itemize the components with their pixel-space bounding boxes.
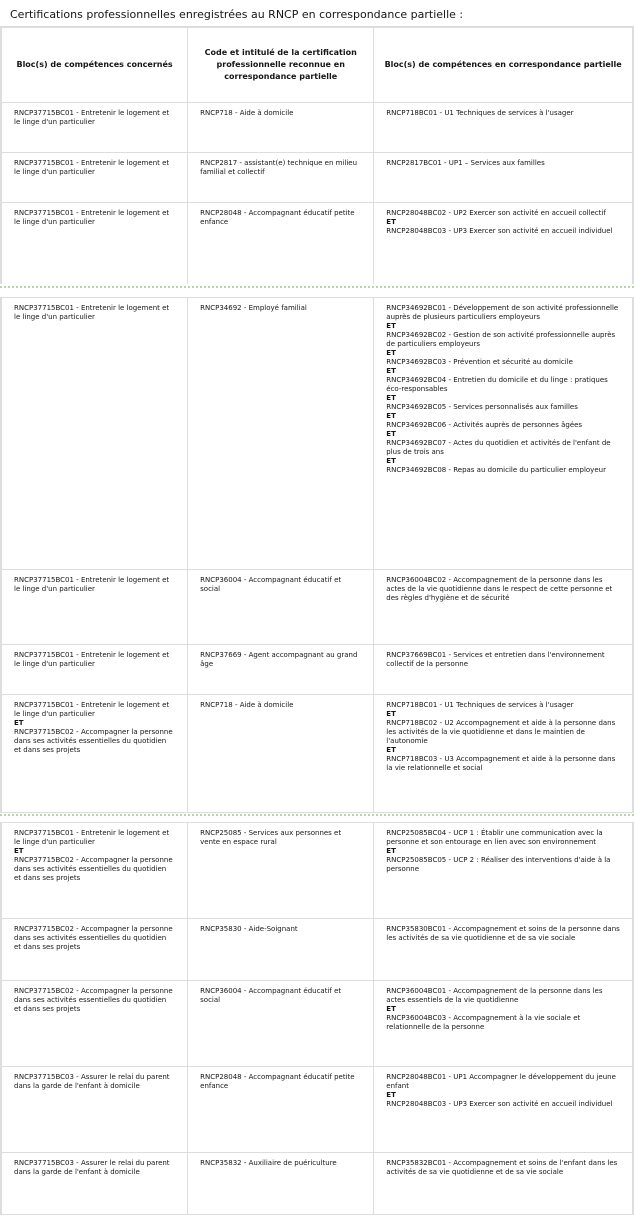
- block-label: UP2 Exercer son activité en accueil collectif: [453, 209, 606, 217]
- cell-content: [188, 1067, 373, 1095]
- certification-cell: [188, 570, 374, 645]
- block-entry: RNCP37669 - Agent accompagnant au grand âge: [200, 651, 358, 668]
- block-entry: RNCP2817 - assistant(e) technique en milieu familial et collectif: [200, 159, 358, 176]
- competence-block-cell: [2, 695, 188, 813]
- block-entry: RNCP35832 - Auxiliaire de puériculture: [200, 1159, 337, 1167]
- block-code: RNCP37715BC03: [14, 1073, 74, 1081]
- matching-block-cell: [374, 981, 633, 1067]
- competence-block-cell: [2, 1153, 188, 1215]
- block-entry: RNCP36004BC03 - Accompagnement à la vie sociale et relationnelle de la personne: [386, 1014, 581, 1031]
- cell-content: [374, 919, 632, 947]
- et-connector: ET: [386, 710, 396, 718]
- block-code: RNCP36004BC01: [386, 987, 447, 995]
- table-row: [2, 203, 633, 285]
- block-entry: RNCP37715BC01 - Entretenir le logement et le linge d'un particulier: [14, 109, 170, 126]
- block-code: RNCP35832: [200, 1159, 242, 1167]
- block-entry: RNCP36004BC02 - Accompagnement de la personne dans les actes de la vie quotidienne dans le respect de cette personne et des règles d'hygiène et de sécurité: [386, 576, 613, 602]
- table-row: [2, 981, 633, 1067]
- matching-block-cell: [374, 298, 633, 570]
- block-entry: RNCP25085BC05 - UCP 2 : Réaliser des interventions d'aide à la personne: [386, 856, 611, 873]
- block-entry: RNCP28048BC03 - UP3 Exercer son activité en accueil individuel: [386, 227, 613, 235]
- competence-block-cell: [2, 919, 188, 981]
- block-entry: RNCP34692BC07 - Actes du quotidien et activités de l'enfant de plus de trois ans: [386, 439, 611, 456]
- cell-content: [374, 570, 632, 607]
- block-label: U3 Accompagnement et aide à la personne dans la vie relationnelle et social: [386, 755, 616, 772]
- block-label: Accompagner la personne dans ses activités essentielles du quotidien et dans ses projets: [14, 987, 173, 1013]
- block-entry: RNCP35832BC01 - Accompagnement et soins de l'enfant dans les activités de sa vie quotidienne et de sa vie sociale: [386, 1159, 618, 1176]
- block-label: Entretenir le logement et le linge d'un particulier: [14, 576, 170, 593]
- block-entry: RNCP28048BC01 - UP1 Accompagner le développement du jeune enfant: [386, 1073, 616, 1090]
- cell-content: [2, 570, 187, 598]
- block-label: Aide à domicile: [239, 701, 294, 709]
- block-code: RNCP28048: [200, 209, 242, 217]
- block-label: UP1 – Services aux familles: [448, 159, 545, 167]
- block-code: RNCP37715BC02: [14, 987, 74, 995]
- block-label: UP3 Exercer son activité en accueil individuel: [453, 227, 613, 235]
- block-entry: RNCP35830 - Aide-Soignant: [200, 925, 298, 933]
- block-label: Entretenir le logement et le linge d'un particulier: [14, 651, 170, 668]
- cell-content: [374, 203, 632, 240]
- cell-content: [188, 645, 373, 673]
- block-code: RNCP37715BC02: [14, 728, 74, 736]
- block-code: RNCP718: [200, 701, 233, 709]
- competence-block-cell: [2, 645, 188, 695]
- block-entry: RNCP34692 - Employé familial: [200, 304, 307, 312]
- table-row: [2, 1067, 633, 1153]
- block-entry: RNCP718BC01 - U1 Techniques de services à l'usager: [386, 701, 574, 709]
- block-code: RNCP37715BC01: [14, 109, 74, 117]
- block-label: UP3 Exercer son activité en accueil individuel: [453, 1100, 613, 1108]
- block-entry: RNCP25085BC04 - UCP 1 : Établir une communication avec la personne et son entourage en lien avec son environnement: [386, 829, 603, 846]
- cell-content: [374, 103, 632, 122]
- block-entry: RNCP25085 - Services aux personnes et vente en espace rural: [200, 829, 342, 846]
- competence-block-cell: [2, 1067, 188, 1153]
- matching-block-cell: [374, 1067, 633, 1153]
- block-code: RNCP718BC01: [386, 109, 438, 117]
- block-code: RNCP28048BC03: [386, 1100, 447, 1108]
- table-panel-2: [0, 297, 634, 813]
- block-code: RNCP2817BC01: [386, 159, 442, 167]
- block-code: RNCP37715BC01: [14, 701, 74, 709]
- certification-cell: [188, 919, 374, 981]
- cell-content: [374, 153, 632, 172]
- cell-content: [188, 1153, 373, 1172]
- block-entry: RNCP718 - Aide à domicile: [200, 701, 294, 709]
- cell-content: [188, 203, 373, 231]
- block-entry: RNCP718BC01 - U1 Techniques de services à l'usager: [386, 109, 574, 117]
- certification-cell: [188, 695, 374, 813]
- competence-block-cell: [2, 298, 188, 570]
- cell-content: [188, 981, 373, 1009]
- certification-cell: [188, 153, 374, 203]
- block-code: RNCP34692BC06: [386, 421, 447, 429]
- block-code: RNCP34692BC07: [386, 439, 447, 447]
- block-code: RNCP35832BC01: [386, 1159, 447, 1167]
- block-label: UP1 Accompagner le développement du jeune enfant: [386, 1073, 616, 1090]
- block-entry: RNCP37715BC01 - Entretenir le logement et le linge d'un particulier: [14, 651, 170, 668]
- et-connector: ET: [386, 322, 396, 330]
- block-label: Accompagnant éducatif petite enfance: [200, 1073, 355, 1090]
- table-panel-3: [0, 822, 634, 1215]
- block-entry: RNCP34692BC03 - Prévention et sécurité au domicile: [386, 358, 573, 366]
- cell-content: [2, 103, 187, 131]
- block-entry: RNCP718 - Aide à domicile: [200, 109, 294, 117]
- table-row: [2, 919, 633, 981]
- block-code: RNCP34692: [200, 304, 242, 312]
- cell-content: [2, 1067, 187, 1095]
- et-connector: ET: [386, 218, 396, 226]
- cell-content: [2, 645, 187, 673]
- block-label: Actes du quotidien et activités de l'enfant de plus de trois ans: [386, 439, 611, 456]
- column-header-label: Code et intitulé de la certification professionnelle reconnue en correspondance partielle: [204, 48, 357, 81]
- block-label: Services personnalisés aux familles: [453, 403, 578, 411]
- block-entry: RNCP36004 - Accompagnant éducatif et social: [200, 576, 342, 593]
- block-code: RNCP718BC01: [386, 701, 438, 709]
- certification-table: [1, 27, 633, 284]
- column-header: [2, 28, 188, 103]
- et-connector: ET: [386, 349, 396, 357]
- table-row: [2, 823, 633, 919]
- block-code: RNCP37669: [200, 651, 242, 659]
- block-code: RNCP36004: [200, 987, 242, 995]
- block-label: Accompagner la personne dans ses activités essentielles du quotidien et dans ses projets: [14, 925, 173, 951]
- block-label: Accompagnement et soins de la personne dans les activités de sa vie quotidienne et de sa vie sociale: [386, 925, 620, 942]
- block-label: Employé familial: [248, 304, 307, 312]
- cell-content: [2, 153, 187, 181]
- block-entry: RNCP34692BC06 - Activités auprès de personnes âgées: [386, 421, 583, 429]
- block-label: Assurer le relai du parent dans la garde de l'enfant à domicile: [14, 1159, 170, 1176]
- block-code: RNCP718: [200, 109, 233, 117]
- block-code: RNCP37715BC01: [14, 829, 74, 837]
- et-connector: ET: [386, 1091, 396, 1099]
- et-connector: ET: [386, 457, 396, 465]
- page-break-divider: [0, 814, 634, 816]
- block-code: RNCP35830: [200, 925, 242, 933]
- competence-block-cell: [2, 823, 188, 919]
- block-entry: RNCP34692BC05 - Services personnalisés aux familles: [386, 403, 578, 411]
- block-code: RNCP37715BC01: [14, 209, 74, 217]
- block-code: RNCP37715BC01: [14, 159, 74, 167]
- block-label: Entretenir le logement et le linge d'un particulier: [14, 109, 170, 126]
- block-entry: RNCP36004BC01 - Accompagnement de la personne dans les actes essentiels de la vie quotidienne: [386, 987, 603, 1004]
- et-connector: ET: [386, 394, 396, 402]
- block-label: Assurer le relai du parent dans la garde de l'enfant à domicile: [14, 1073, 170, 1090]
- cell-content: [188, 103, 373, 122]
- block-label: Aide à domicile: [239, 109, 294, 117]
- et-connector: ET: [386, 847, 396, 855]
- block-code: RNCP35830BC01: [386, 925, 447, 933]
- cell-content: [2, 919, 187, 956]
- page-break-divider: [0, 286, 634, 288]
- block-label: Accompagner la personne dans ses activités essentielles du quotidien et dans ses projets: [14, 856, 173, 882]
- matching-block-cell: [374, 570, 633, 645]
- block-code: RNCP36004: [200, 576, 242, 584]
- column-header-label: Bloc(s) de compétences concernés: [16, 60, 173, 69]
- block-entry: RNCP34692BC02 - Gestion de son activité professionnelle auprès de particuliers employeurs: [386, 331, 616, 348]
- table-row: [2, 1153, 633, 1215]
- competence-block-cell: [2, 103, 188, 153]
- block-label: Entretenir le logement et le linge d'un particulier: [14, 304, 170, 321]
- table-row: [2, 570, 633, 645]
- block-entry: RNCP37715BC02 - Accompagner la personne dans ses activités essentielles du quotidien et dans ses projets: [14, 856, 173, 882]
- block-entry: RNCP37715BC01 - Entretenir le logement et le linge d'un particulier: [14, 159, 170, 176]
- block-entry: RNCP37715BC02 - Accompagner la personne dans ses activités essentielles du quotidien et dans ses projets: [14, 728, 173, 754]
- block-label: Accompagnement à la vie sociale et relationnelle de la personne: [386, 1014, 581, 1031]
- block-entry: RNCP28048BC03 - UP3 Exercer son activité en accueil individuel: [386, 1100, 613, 1108]
- block-code: RNCP37669BC01: [386, 651, 447, 659]
- matching-block-cell: [374, 203, 633, 285]
- block-code: RNCP2817: [200, 159, 238, 167]
- block-label: Services et entretien dans l'environnement collectif de la personne: [386, 651, 605, 668]
- block-code: RNCP34692BC01: [386, 304, 447, 312]
- block-label: UCP 1 : Établir une communication avec la personne et son entourage en lien avec son environnement: [386, 829, 603, 846]
- block-label: Aide-Soignant: [248, 925, 298, 933]
- table-row: [2, 103, 633, 153]
- block-entry: RNCP37715BC03 - Assurer le relai du parent dans la garde de l'enfant à domicile: [14, 1159, 170, 1176]
- block-entry: RNCP37715BC01 - Entretenir le logement et le linge d'un particulier: [14, 829, 170, 846]
- block-code: RNCP37715BC03: [14, 1159, 74, 1167]
- block-label: Accompagnement et soins de l'enfant dans les activités de sa vie quotidienne et de sa vie sociale: [386, 1159, 618, 1176]
- block-code: RNCP718BC02: [386, 719, 438, 727]
- block-label: U1 Techniques de services à l'usager: [444, 701, 574, 709]
- table-row: [2, 298, 633, 570]
- matching-block-cell: [374, 695, 633, 813]
- matching-block-cell: [374, 153, 633, 203]
- block-label: Entretenir le logement et le linge d'un particulier: [14, 209, 170, 226]
- block-entry: RNCP37715BC02 - Accompagner la personne dans ses activités essentielles du quotidien et dans ses projets: [14, 987, 173, 1013]
- matching-block-cell: [374, 645, 633, 695]
- block-code: RNCP36004BC03: [386, 1014, 447, 1022]
- block-code: RNCP37715BC01: [14, 651, 74, 659]
- block-label: Services aux personnes et vente en espace rural: [200, 829, 342, 846]
- block-code: RNCP25085: [200, 829, 242, 837]
- block-label: assistant(e) technique en milieu familial et collectif: [200, 159, 358, 176]
- et-connector: ET: [386, 367, 396, 375]
- block-label: Accompagnement de la personne dans les actes essentiels de la vie quotidienne: [386, 987, 603, 1004]
- block-code: RNCP36004BC02: [386, 576, 447, 584]
- table-header-row: [2, 28, 633, 103]
- cell-content: [188, 153, 373, 181]
- certification-cell: [188, 1153, 374, 1215]
- cell-content: [2, 823, 187, 887]
- cell-content: [374, 823, 632, 878]
- block-entry: RNCP37715BC01 - Entretenir le logement et le linge d'un particulier: [14, 576, 170, 593]
- block-entry: RNCP37715BC01 - Entretenir le logement et le linge d'un particulier: [14, 304, 170, 321]
- block-code: RNCP34692BC04: [386, 376, 447, 384]
- block-label: Entretenir le logement et le linge d'un particulier: [14, 701, 170, 718]
- cell-content: [2, 1153, 187, 1181]
- matching-block-cell: [374, 919, 633, 981]
- block-entry: RNCP37669BC01 - Services et entretien dans l'environnement collectif de la personne: [386, 651, 605, 668]
- page-title: Certifications professionnelles enregistrées au RNCP en correspondance partielle :: [10, 8, 464, 21]
- block-code: RNCP718BC03: [386, 755, 438, 763]
- column-header-label: Bloc(s) de compétences en correspondance partielle: [384, 60, 622, 69]
- competence-block-cell: [2, 153, 188, 203]
- block-label: Entretenir le logement et le linge d'un particulier: [14, 159, 170, 176]
- block-code: RNCP34692BC03: [386, 358, 447, 366]
- block-entry: RNCP35830BC01 - Accompagnement et soins de la personne dans les activités de sa vie quotidienne et de sa vie sociale: [386, 925, 620, 942]
- certification-cell: [188, 1067, 374, 1153]
- block-entry: RNCP28048 - Accompagnant éducatif petite enfance: [200, 1073, 355, 1090]
- cell-content: [374, 1067, 632, 1113]
- block-entry: RNCP34692BC04 - Entretien du domicile et du linge : pratiques éco-responsables: [386, 376, 608, 393]
- block-code: RNCP28048: [200, 1073, 242, 1081]
- matching-block-cell: [374, 103, 633, 153]
- block-entry: RNCP37715BC03 - Assurer le relai du parent dans la garde de l'enfant à domicile: [14, 1073, 170, 1090]
- cell-content: [374, 298, 632, 479]
- competence-block-cell: [2, 570, 188, 645]
- block-code: RNCP25085BC04: [386, 829, 447, 837]
- cell-content: [374, 695, 632, 777]
- matching-block-cell: [374, 823, 633, 919]
- block-entry: RNCP718BC02 - U2 Accompagnement et aide à la personne dans les activités de la vie quotidienne et dans le maintien de l'autonomie: [386, 719, 616, 745]
- block-code: RNCP34692BC02: [386, 331, 447, 339]
- block-code: RNCP37715BC02: [14, 856, 74, 864]
- matching-block-cell: [374, 1153, 633, 1215]
- block-code: RNCP25085BC05: [386, 856, 447, 864]
- block-entry: RNCP34692BC08 - Repas au domicile du particulier employeur: [386, 466, 606, 474]
- block-label: Accompagner la personne dans ses activités essentielles du quotidien et dans ses projets: [14, 728, 173, 754]
- et-connector: ET: [386, 746, 396, 754]
- block-entry: RNCP36004 - Accompagnant éducatif et social: [200, 987, 342, 1004]
- block-entry: RNCP718BC03 - U3 Accompagnement et aide à la personne dans la vie relationnelle et social: [386, 755, 616, 772]
- block-label: Entretien du domicile et du linge : pratiques éco-responsables: [386, 376, 608, 393]
- block-label: UCP 2 : Réaliser des interventions d'aide à la personne: [386, 856, 611, 873]
- block-label: Développement de son activité professionnelle auprès de plusieurs particuliers employeurs: [386, 304, 619, 321]
- block-label: U2 Accompagnement et aide à la personne dans les activités de la vie quotidienne et dans le maintien de l'autonomie: [386, 719, 616, 745]
- block-entry: RNCP34692BC01 - Développement de son activité professionnelle auprès de plusieurs particuliers employeurs: [386, 304, 619, 321]
- block-label: Activités auprès de personnes âgées: [453, 421, 583, 429]
- cell-content: [374, 645, 632, 673]
- block-entry: RNCP37715BC01 - Entretenir le logement et le linge d'un particulier: [14, 701, 170, 718]
- table-row: [2, 695, 633, 813]
- block-entry: RNCP37715BC01 - Entretenir le logement et le linge d'un particulier: [14, 209, 170, 226]
- et-connector: ET: [14, 847, 24, 855]
- et-connector: ET: [386, 1005, 396, 1013]
- column-header: [188, 28, 374, 103]
- block-code: RNCP34692BC05: [386, 403, 447, 411]
- certification-cell: [188, 203, 374, 285]
- et-connector: ET: [14, 719, 24, 727]
- cell-content: [2, 981, 187, 1018]
- cell-content: [188, 695, 373, 714]
- block-entry: RNCP28048BC02 - UP2 Exercer son activité en accueil collectif: [386, 209, 606, 217]
- certification-table: [1, 822, 633, 1215]
- block-code: RNCP37715BC01: [14, 576, 74, 584]
- block-code: RNCP37715BC01: [14, 304, 74, 312]
- block-code: RNCP37715BC02: [14, 925, 74, 933]
- block-label: U1 Techniques de services à l'usager: [444, 109, 574, 117]
- cell-content: [188, 823, 373, 851]
- column-header: [374, 28, 633, 103]
- cell-content: [374, 1153, 632, 1181]
- certification-cell: [188, 103, 374, 153]
- cell-content: [188, 298, 373, 317]
- certification-cell: [188, 823, 374, 919]
- competence-block-cell: [2, 203, 188, 285]
- block-label: Entretenir le logement et le linge d'un particulier: [14, 829, 170, 846]
- block-label: Repas au domicile du particulier employeur: [453, 466, 606, 474]
- block-label: Accompagnant éducatif et social: [200, 987, 342, 1004]
- certification-cell: [188, 298, 374, 570]
- cell-content: [2, 203, 187, 231]
- block-label: Auxiliaire de puériculture: [248, 1159, 337, 1167]
- cell-content: [188, 570, 373, 598]
- block-label: Accompagnant éducatif petite enfance: [200, 209, 355, 226]
- et-connector: ET: [386, 412, 396, 420]
- block-label: Accompagnant éducatif et social: [200, 576, 342, 593]
- block-code: RNCP28048BC02: [386, 209, 447, 217]
- cell-content: [2, 298, 187, 326]
- table-row: [2, 645, 633, 695]
- block-label: Agent accompagnant au grand âge: [200, 651, 358, 668]
- table-panel-1: [0, 26, 634, 284]
- et-connector: ET: [386, 430, 396, 438]
- block-label: Prévention et sécurité au domicile: [453, 358, 573, 366]
- block-entry: RNCP2817BC01 - UP1 – Services aux familles: [386, 159, 545, 167]
- block-entry: RNCP28048 - Accompagnant éducatif petite enfance: [200, 209, 355, 226]
- table-row: [2, 153, 633, 203]
- block-code: RNCP28048BC01: [386, 1073, 447, 1081]
- block-label: Gestion de son activité professionnelle auprès de particuliers employeurs: [386, 331, 616, 348]
- cell-content: [374, 981, 632, 1036]
- certification-table: [1, 297, 633, 813]
- block-entry: RNCP37715BC02 - Accompagner la personne dans ses activités essentielles du quotidien et dans ses projets: [14, 925, 173, 951]
- block-code: RNCP28048BC03: [386, 227, 447, 235]
- certification-cell: [188, 645, 374, 695]
- cell-content: [188, 919, 373, 938]
- cell-content: [2, 695, 187, 759]
- competence-block-cell: [2, 981, 188, 1067]
- block-label: Accompagnement de la personne dans les actes de la vie quotidienne dans le respect de cette personne et des règles d'hygiène et de sécurité: [386, 576, 613, 602]
- certification-cell: [188, 981, 374, 1067]
- block-code: RNCP34692BC08: [386, 466, 447, 474]
